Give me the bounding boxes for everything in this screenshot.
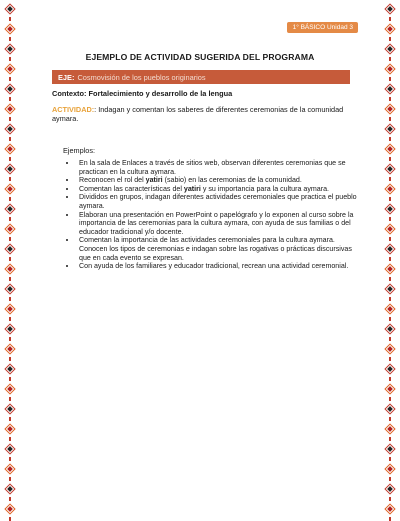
eje-label: EJE: xyxy=(58,72,75,82)
diamond-motif-icon xyxy=(385,304,395,314)
border-stripe xyxy=(389,297,391,301)
border-stripe xyxy=(9,217,11,221)
border-stripe xyxy=(389,497,391,501)
diamond-motif-icon xyxy=(5,324,15,334)
ejemplo-text: y su importancia para la cultura aymara. xyxy=(200,184,329,193)
contexto-line: Contexto: Fortalecimiento y desarrollo de la lengua xyxy=(52,89,233,98)
diamond-motif-icon xyxy=(385,364,395,374)
ejemplo-text: Comentan la importancia de las actividades ceremoniales para la cultura aymara. Conocen los tipos de ceremonias e indagan sobre las rogativas o prácticas discursivas que en cada evento se expresan. xyxy=(79,236,352,262)
border-stripe xyxy=(389,257,391,261)
border-stripe xyxy=(389,157,391,161)
border-stripe xyxy=(389,237,391,241)
diamond-motif-icon xyxy=(5,184,15,194)
ejemplo-text: Comentan las características del xyxy=(79,184,184,193)
border-stripe xyxy=(389,337,391,341)
border-stripe xyxy=(9,77,11,81)
diamond-motif-icon xyxy=(5,244,15,254)
border-stripe xyxy=(9,17,11,21)
ejemplo-item xyxy=(77,176,362,185)
diamond-motif-icon xyxy=(385,404,395,414)
diamond-motif-icon xyxy=(385,4,395,14)
border-stripe xyxy=(9,477,11,481)
diamond-motif-icon xyxy=(5,164,15,174)
ejemplo-text: Elaboran una presentación en PowerPoint o papelógrafo y lo exponen al curso sobre la importancia de las ceremonias para la cultura aymara, con ayuda de sus familias o del educador tradicional y/o docente. xyxy=(79,210,354,236)
ejemplo-text: Reconocen el rol del xyxy=(79,176,146,185)
ejemplo-text: Divididos en grupos, indagan diferentes actividades ceremoniales que practica el pueblo aymara. xyxy=(79,193,357,210)
border-stripe xyxy=(9,297,11,301)
unit-badge: 1° BÁSICO Unidad 3 xyxy=(287,22,358,33)
diamond-motif-icon xyxy=(385,244,395,254)
diamond-motif-icon xyxy=(385,324,395,334)
border-stripe xyxy=(9,157,11,161)
diamond-motif-icon xyxy=(385,444,395,454)
ejemplo-emphasis: yatiri xyxy=(183,184,201,193)
diamond-motif-icon xyxy=(5,64,15,74)
border-stripe xyxy=(389,97,391,101)
border-stripe xyxy=(389,117,391,121)
diamond-motif-icon xyxy=(5,264,15,274)
ejemplo-item xyxy=(77,236,362,262)
diamond-motif-icon xyxy=(5,24,15,34)
diamond-motif-icon xyxy=(385,64,395,74)
diamond-motif-icon xyxy=(385,264,395,274)
page-title: EJEMPLO DE ACTIVIDAD SUGERIDA DEL PROGRAMA xyxy=(85,52,315,62)
diamond-motif-icon xyxy=(385,104,395,114)
border-stripe xyxy=(389,17,391,21)
diamond-motif-icon xyxy=(5,444,15,454)
ejemplo-item xyxy=(77,193,362,210)
border-stripe xyxy=(389,457,391,461)
border-stripe xyxy=(389,277,391,281)
diamond-motif-icon xyxy=(385,124,395,134)
border-stripe xyxy=(9,177,11,181)
border-stripe xyxy=(9,197,11,201)
diamond-motif-icon xyxy=(385,344,395,354)
diamond-motif-icon xyxy=(5,104,15,114)
border-stripe xyxy=(389,477,391,481)
diamond-motif-icon xyxy=(5,284,15,294)
border-stripe xyxy=(9,37,11,41)
border-stripe xyxy=(9,257,11,261)
border-stripe xyxy=(9,417,11,421)
diamond-motif-icon xyxy=(5,4,15,14)
ejemplo-text: En la sala de Enlaces a través de sitios web, observan diferentes ceremonias que se practican en la cultura aymara. xyxy=(79,159,346,176)
diamond-motif-icon xyxy=(5,344,15,354)
diamond-motif-icon xyxy=(5,204,15,214)
border-stripe xyxy=(389,37,391,41)
diamond-motif-icon xyxy=(5,304,15,314)
border-stripe xyxy=(9,377,11,381)
diamond-motif-icon xyxy=(5,124,15,134)
diamond-motif-icon xyxy=(5,504,15,514)
diamond-motif-icon xyxy=(385,164,395,174)
ejemplo-text: Con ayuda de los familiares y educador tradicional, recrean una actividad ceremonial. xyxy=(79,262,349,271)
diamond-motif-icon xyxy=(385,24,395,34)
diamond-motif-icon xyxy=(5,144,15,154)
diamond-motif-icon xyxy=(5,224,15,234)
border-stripe xyxy=(389,437,391,441)
ejemplo-item xyxy=(77,211,362,237)
diamond-motif-icon xyxy=(385,224,395,234)
ejemplos-title: Ejemplos: xyxy=(63,146,96,155)
border-stripe xyxy=(9,437,11,441)
border-stripe xyxy=(389,417,391,421)
diamond-motif-icon xyxy=(5,464,15,474)
border-stripe xyxy=(389,217,391,221)
diamond-motif-icon xyxy=(385,484,395,494)
diamond-motif-icon xyxy=(5,384,15,394)
border-stripe xyxy=(389,197,391,201)
border-stripe xyxy=(9,237,11,241)
ejemplo-item xyxy=(77,185,362,194)
border-stripe xyxy=(9,97,11,101)
eje-value: Cosmovisión de los pueblos originarios xyxy=(77,72,206,82)
diamond-motif-icon xyxy=(385,204,395,214)
border-stripe xyxy=(389,357,391,361)
diamond-motif-icon xyxy=(5,424,15,434)
border-stripe xyxy=(9,397,11,401)
actividad-paragraph xyxy=(52,105,352,123)
border-stripe xyxy=(9,277,11,281)
border-stripe xyxy=(9,497,11,501)
border-stripe xyxy=(9,457,11,461)
border-stripe xyxy=(389,317,391,321)
border-stripe xyxy=(389,177,391,181)
diamond-motif-icon xyxy=(5,404,15,414)
ejemplo-text: (sabio) en las ceremonias de la comunidad. xyxy=(162,176,302,185)
border-stripe xyxy=(9,357,11,361)
diamond-motif-icon xyxy=(385,424,395,434)
border-stripe xyxy=(389,377,391,381)
diamond-motif-icon xyxy=(385,144,395,154)
ejemplos-list xyxy=(63,159,362,271)
border-stripe xyxy=(9,337,11,341)
diamond-motif-icon xyxy=(5,84,15,94)
border-stripe xyxy=(389,517,391,521)
diamond-motif-icon xyxy=(5,364,15,374)
diamond-motif-icon xyxy=(385,384,395,394)
diamond-motif-icon xyxy=(385,464,395,474)
border-stripe xyxy=(9,317,11,321)
border-stripe xyxy=(9,117,11,121)
ejemplo-item xyxy=(77,262,362,271)
border-stripe xyxy=(9,517,11,521)
diamond-motif-icon xyxy=(385,184,395,194)
ejemplo-item xyxy=(77,159,362,176)
eje-bar xyxy=(52,70,350,84)
border-stripe xyxy=(389,397,391,401)
ejemplo-emphasis: yatiri xyxy=(145,176,163,185)
diamond-motif-icon xyxy=(385,504,395,514)
actividad-label: ACTIVIDAD: xyxy=(52,105,95,114)
actividad-text: : Indagan y comentan los saberes de diferentes ceremonias de la comunidad aymara. xyxy=(52,105,344,123)
border-stripe xyxy=(9,137,11,141)
border-stripe xyxy=(389,77,391,81)
diamond-motif-icon xyxy=(385,84,395,94)
diamond-motif-icon xyxy=(5,484,15,494)
diamond-motif-icon xyxy=(385,284,395,294)
border-stripe xyxy=(389,137,391,141)
